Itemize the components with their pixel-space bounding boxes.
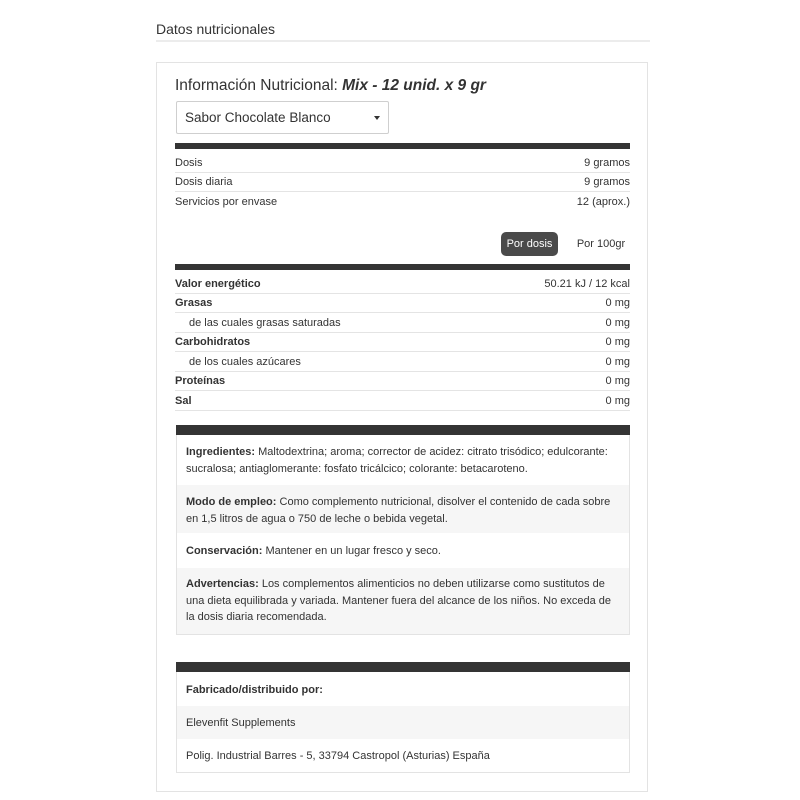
section-title: Datos nutricionales	[156, 21, 276, 37]
nutrient-value: 50.21 kJ / 12 kcal	[544, 278, 630, 290]
serving-label: Servicios por envase	[175, 196, 278, 208]
nutrient-row-fats	[175, 294, 630, 313]
nutrient-row-salt	[175, 392, 630, 411]
nutrition-info-title	[175, 77, 486, 95]
nutrients-top-bar	[175, 264, 630, 270]
nutrient-value: 0 mg	[605, 297, 630, 309]
manufacturer-label: Fabricado/distribuido por:	[186, 684, 323, 696]
flavor-select[interactable]	[176, 101, 389, 134]
storage-paragraph	[186, 543, 622, 560]
manufacturer-name: Elevenfit Supplements	[186, 717, 296, 729]
serving-value: 12 (aprox.)	[576, 196, 630, 208]
nutrient-label: Grasas	[175, 297, 213, 309]
serving-value: 9 gramos	[584, 176, 630, 188]
serving-value: 9 gramos	[584, 157, 630, 169]
storage-label: Conservación:	[186, 545, 263, 557]
details-top-bar	[176, 425, 630, 435]
nutrient-row-energy	[175, 275, 630, 294]
serving-label: Dosis	[175, 157, 203, 169]
nutrient-value: 0 mg	[605, 356, 630, 368]
chevron-down-icon	[374, 116, 380, 120]
serving-row-servicios	[175, 193, 630, 212]
nutrient-label: Valor energético	[175, 278, 261, 290]
per-100g-toggle-button[interactable]: Por 100gr	[576, 238, 626, 250]
nutrient-row-sugars	[175, 353, 630, 372]
nutrient-value: 0 mg	[605, 336, 630, 348]
serving-top-bar	[175, 143, 630, 149]
per-dose-toggle-button[interactable]: Por dosis	[501, 232, 558, 256]
section-divider	[156, 40, 650, 42]
usage-text: Como complemento nutricional, disolver el contenido de cada sobre en 1,5 litros de agua o 750 de leche o bebida vegetal.	[186, 496, 611, 525]
flavor-select-value: Sabor Chocolate Blanco	[185, 110, 331, 125]
manufacturer-top-bar	[176, 662, 630, 672]
nutrient-value: 0 mg	[605, 375, 630, 387]
usage-label: Modo de empleo:	[186, 496, 277, 508]
ingredients-paragraph	[186, 444, 622, 477]
nutrient-value: 0 mg	[605, 395, 630, 407]
storage-text: Mantener en un lugar fresco y seco.	[262, 545, 441, 557]
info-title-prefix: Información Nutricional:	[175, 77, 343, 94]
nutrient-row-saturated	[175, 314, 630, 333]
nutrient-row-carbs	[175, 333, 630, 352]
nutrient-row-protein	[175, 372, 630, 391]
serving-row-dosis	[175, 154, 630, 173]
nutrient-label: de las cuales grasas saturadas	[189, 317, 341, 329]
serving-row-dosis-diaria	[175, 173, 630, 192]
warnings-label: Advertencias:	[186, 578, 259, 590]
nutrient-label: de los cuales azúcares	[189, 356, 301, 368]
warnings-paragraph	[186, 576, 622, 626]
usage-paragraph	[186, 494, 622, 527]
manufacturer-address: Polig. Industrial Barres - 5, 33794 Castropol (Asturias) España	[186, 750, 490, 762]
nutrient-value: 0 mg	[605, 317, 630, 329]
nutrient-label: Sal	[175, 395, 192, 407]
ingredients-text: Maltodextrina; aroma; corrector de acidez: citrato trisódico; edulcorante: sucralosa; antiaglomerante: fosfato tricálcico; colorante: betacaroteno.	[186, 446, 608, 475]
nutrient-label: Carbohidratos	[175, 336, 251, 348]
ingredients-label: Ingredientes:	[186, 446, 256, 458]
warnings-text: Los complementos alimenticios no deben utilizarse como sustitutos de una dieta equilibrada y variada. Mantener fuera del alcance de los niños. No exceda de la dosis diaria recomendada.	[186, 578, 611, 623]
nutrient-label: Proteínas	[175, 375, 226, 387]
info-title-product: Mix - 12 unid. x 9 gr	[342, 77, 486, 94]
serving-label: Dosis diaria	[175, 176, 233, 188]
